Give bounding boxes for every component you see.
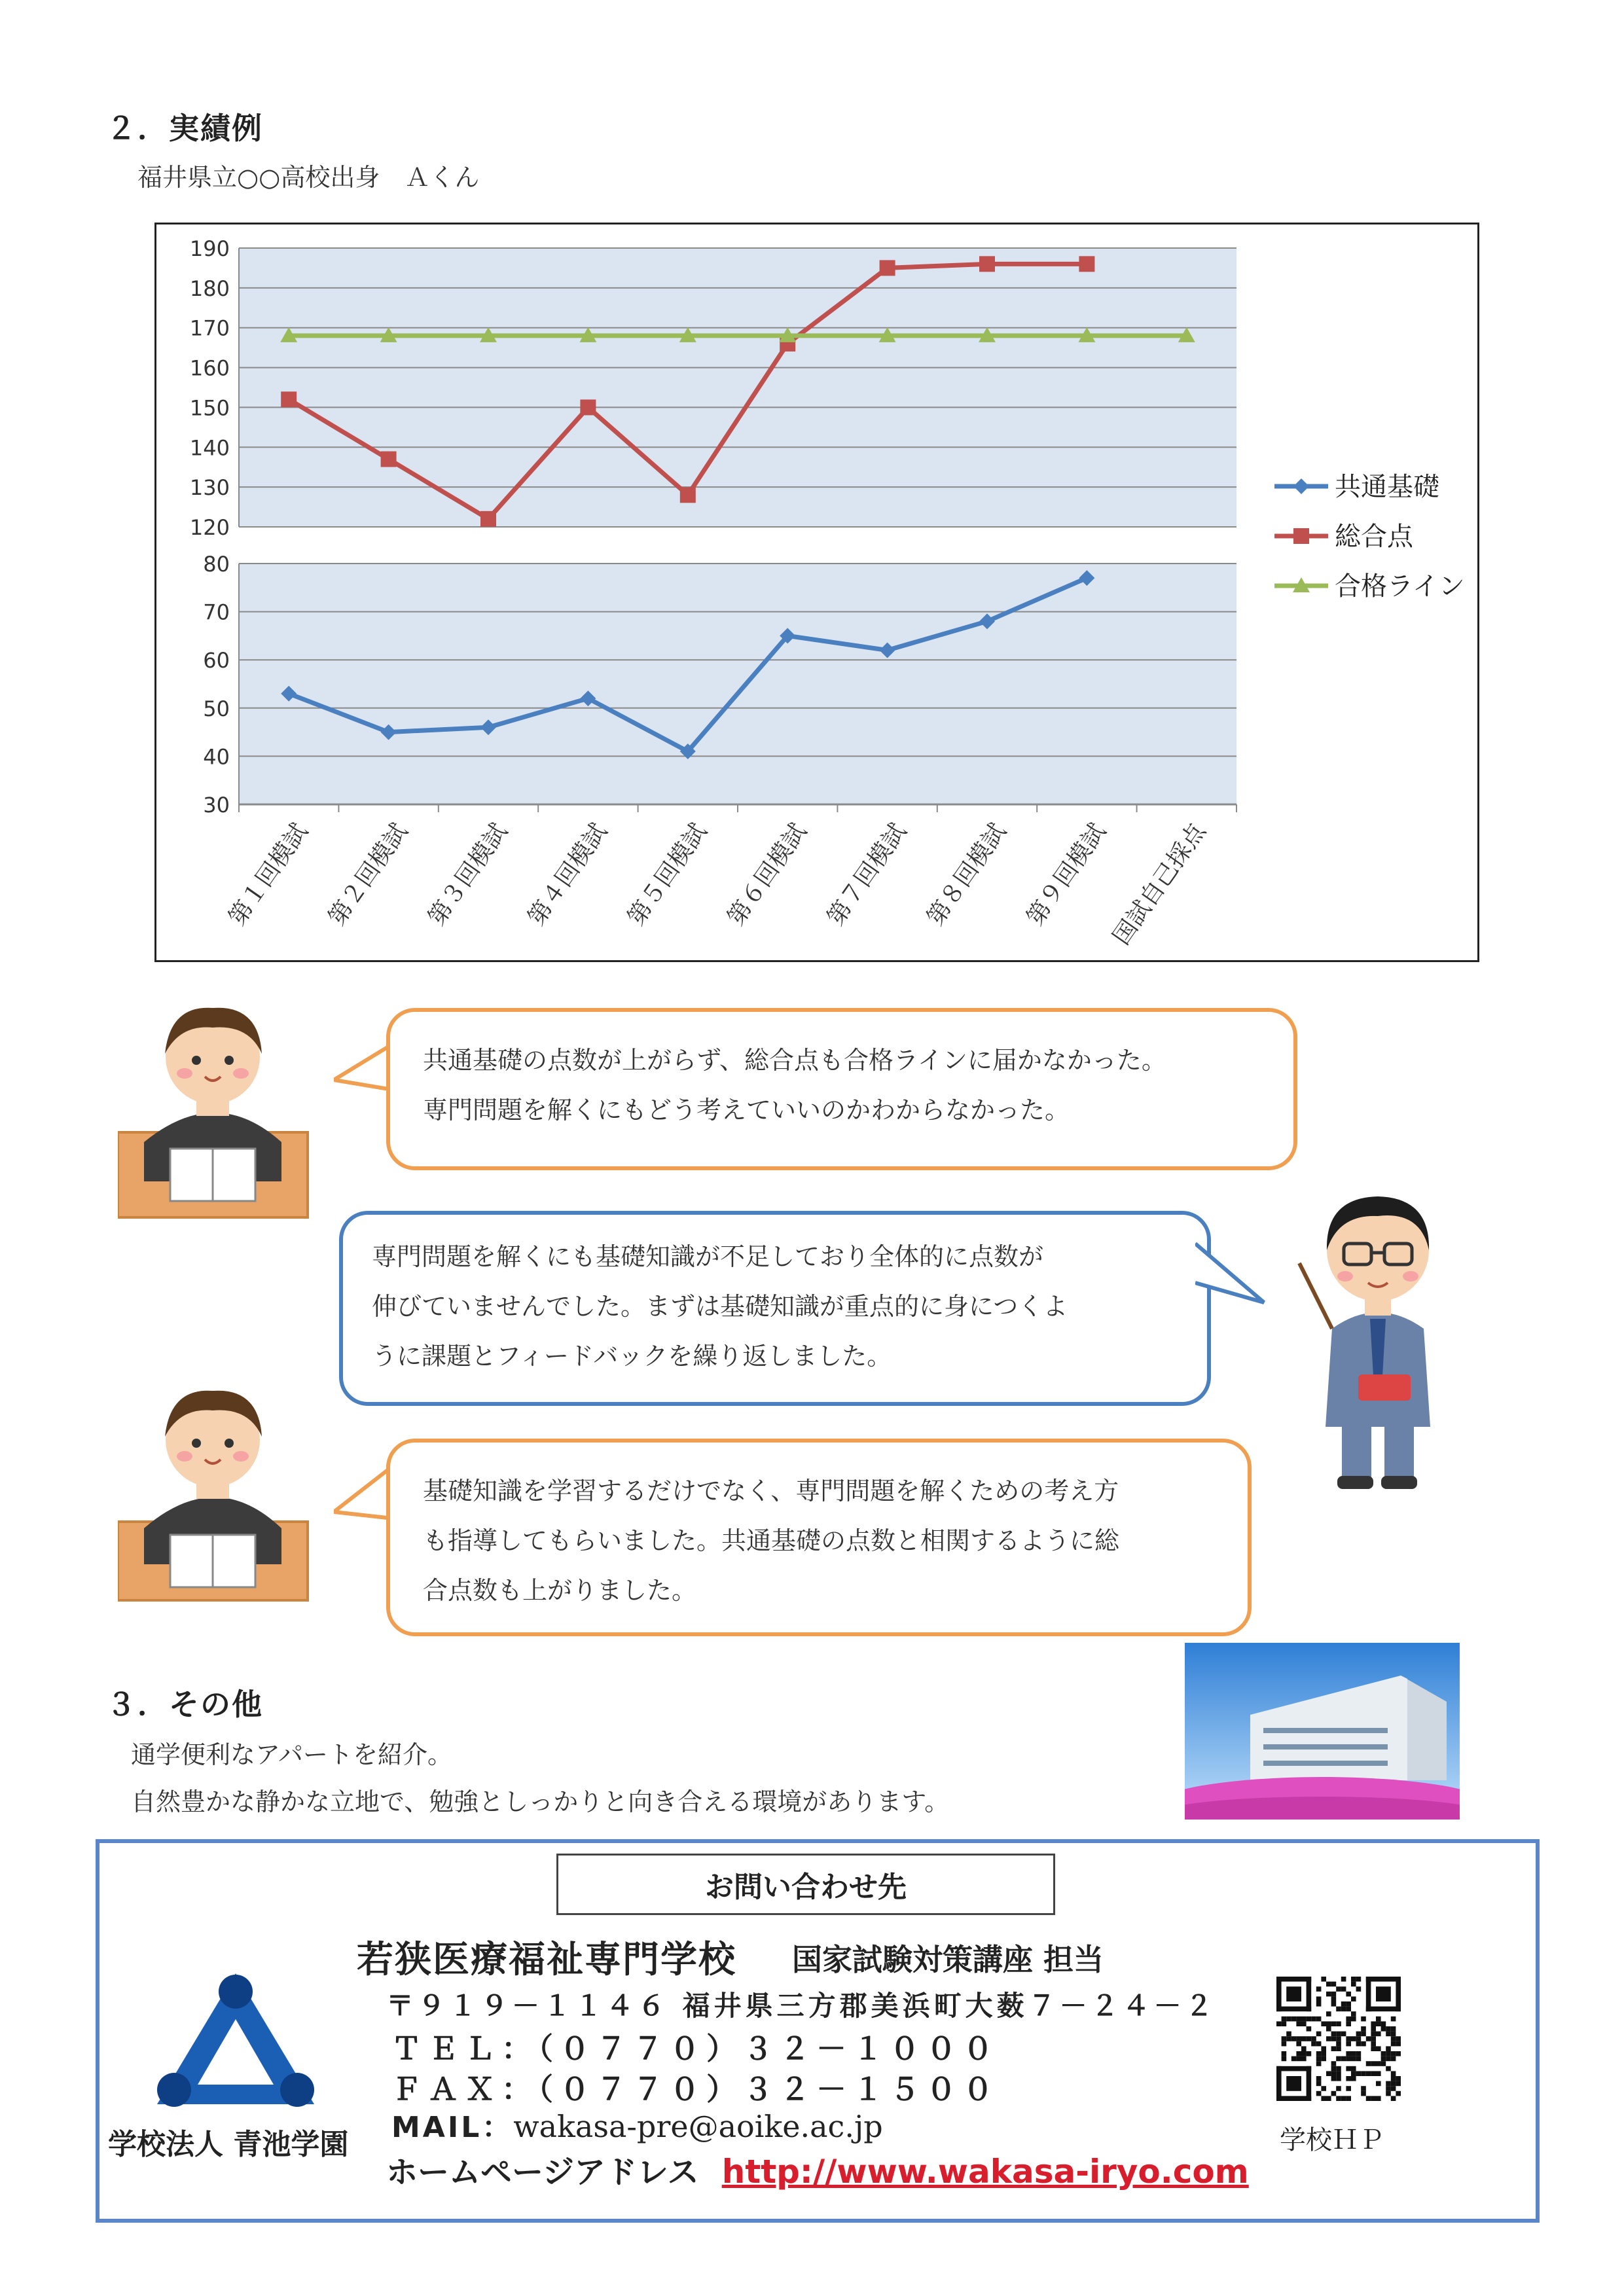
x-tick-label: 第８回模試 <box>922 818 1012 931</box>
data-point <box>480 511 496 527</box>
section3-title: ３．その他 <box>106 1687 263 1722</box>
lower-tick-label: 50 <box>203 696 230 721</box>
data-point <box>381 452 397 467</box>
student-illustration-2 <box>118 1368 314 1604</box>
upper-tick-label: 160 <box>189 355 230 381</box>
homepage-link[interactable]: http://www.wakasa-iryo.com <box>721 2153 1249 2191</box>
upper-tick-label: 170 <box>189 315 230 341</box>
teacher-illustration <box>1293 1178 1463 1492</box>
legend-label: 共通基礎 <box>1335 472 1439 502</box>
bubble-tail-3 <box>334 1460 393 1532</box>
homepage-label: ホームページアドレス <box>386 2154 699 2191</box>
section2-subtitle: 福井県立○○高校出身 Ａくん <box>137 163 480 192</box>
school-name: 若狭医療福祉専門学校 <box>357 1939 736 1981</box>
student-illustration-1 <box>118 985 314 1221</box>
mail-label: MAIL： <box>391 2111 514 2144</box>
upper-tick-label: 120 <box>189 515 230 540</box>
bubble-2-line-1: 専門問題を解くにも基礎知識が不足しており全体的に点数が <box>372 1242 1044 1271</box>
score-chart <box>154 223 1479 962</box>
mail-address[interactable]: wakasa-pre@aoike.ac.jp <box>513 2109 883 2144</box>
tel-line: ＴＥＬ：（０７７０）３２－１０００ <box>391 2031 1000 2066</box>
bubble-3-line-2: も指導してもらいました。共通基礎の点数と相関するように総 <box>423 1526 1120 1555</box>
bubble-3-line-1: 基礎知識を学習するだけでなく、専門問題を解くための考え方 <box>423 1477 1119 1505</box>
x-tick-label: 第９回模試 <box>1021 818 1111 931</box>
data-point <box>979 256 995 272</box>
section3-line-1: 通学便利なアパートを紹介。 <box>131 1740 452 1769</box>
x-tick-label: 第１回模試 <box>223 818 314 931</box>
lower-tick-label: 80 <box>203 552 230 577</box>
legend-label: 総合点 <box>1335 522 1413 552</box>
bubble-3-line-3: 合点数も上がりました。 <box>423 1576 697 1605</box>
legend-label: 合格ライン <box>1335 571 1465 601</box>
bubble-2-line-2: 伸びていませんでした。まずは基礎知識が重点的に身につくよ <box>372 1292 1068 1321</box>
section3-line-2: 自然豊かな静かな立地で、勉強としっかりと向き合える環境があります。 <box>131 1787 950 1816</box>
x-tick-label: 第３回模試 <box>423 818 513 931</box>
data-point <box>880 260 895 276</box>
data-point <box>281 391 297 407</box>
homepage-line <box>386 2147 1249 2192</box>
section2-title: ２．実績例 <box>106 111 263 146</box>
bubble-tail-2 <box>1195 1237 1267 1316</box>
score-chart-svg <box>156 224 1477 960</box>
bubble-2-line-3: うに課題とフィードバックを繰り返しました。 <box>372 1342 892 1371</box>
fax-line: ＦＡＸ：（０７７０）３２－１５００ <box>391 2072 1000 2107</box>
upper-tick-label: 150 <box>189 395 230 421</box>
x-tick-label: 第５回模試 <box>623 818 713 931</box>
upper-tick-label: 190 <box>189 236 230 261</box>
lower-tick-label: 60 <box>203 648 230 673</box>
upper-tick-label: 180 <box>189 276 230 301</box>
bubble-1-line-1: 共通基礎の点数が上がらず、総合点も合格ラインに届かなかった。 <box>423 1046 1166 1075</box>
aoike-logo-icon <box>157 1973 314 2111</box>
data-point <box>680 487 696 503</box>
lower-tick-label: 70 <box>203 600 230 625</box>
lower-tick-label: 40 <box>203 744 230 770</box>
x-tick-label: 第６回模試 <box>722 818 812 931</box>
lower-tick-label: 30 <box>203 793 230 817</box>
contact-header: お問い合わせ先 <box>556 1854 1055 1915</box>
upper-tick-label: 130 <box>189 475 230 501</box>
upper-tick-label: 140 <box>189 435 230 461</box>
data-point <box>1293 478 1309 494</box>
qr-code-icon[interactable] <box>1276 1977 1401 2101</box>
logo-caption: 学校法人 青池学園 <box>108 2128 349 2161</box>
upper-plot-area <box>239 248 1236 527</box>
lower-plot-area <box>239 564 1236 804</box>
address-line: 〒９１９－１１４６ 福井県三方郡美浜町大薮７－２４－２ <box>386 1990 1217 2022</box>
bubble-1-line-2: 専門問題を解くにもどう考えていいのかわからなかった。 <box>423 1096 1070 1124</box>
x-tick-label: 第７回模試 <box>822 818 912 931</box>
course-name: 国家試験対策講座 担当 <box>792 1942 1104 1977</box>
campus-photo <box>1185 1643 1460 1820</box>
x-tick-label: 国試自己採点 <box>1108 818 1212 950</box>
qr-caption: 学校ＨＰ <box>1280 2125 1384 2155</box>
bubble-tail-1 <box>334 1037 393 1109</box>
data-point <box>1293 528 1309 544</box>
mail-line <box>391 2104 883 2145</box>
data-point <box>1079 256 1094 272</box>
x-tick-label: 第４回模試 <box>522 818 613 931</box>
x-tick-label: 第２回模試 <box>323 818 413 931</box>
data-point <box>580 399 596 415</box>
